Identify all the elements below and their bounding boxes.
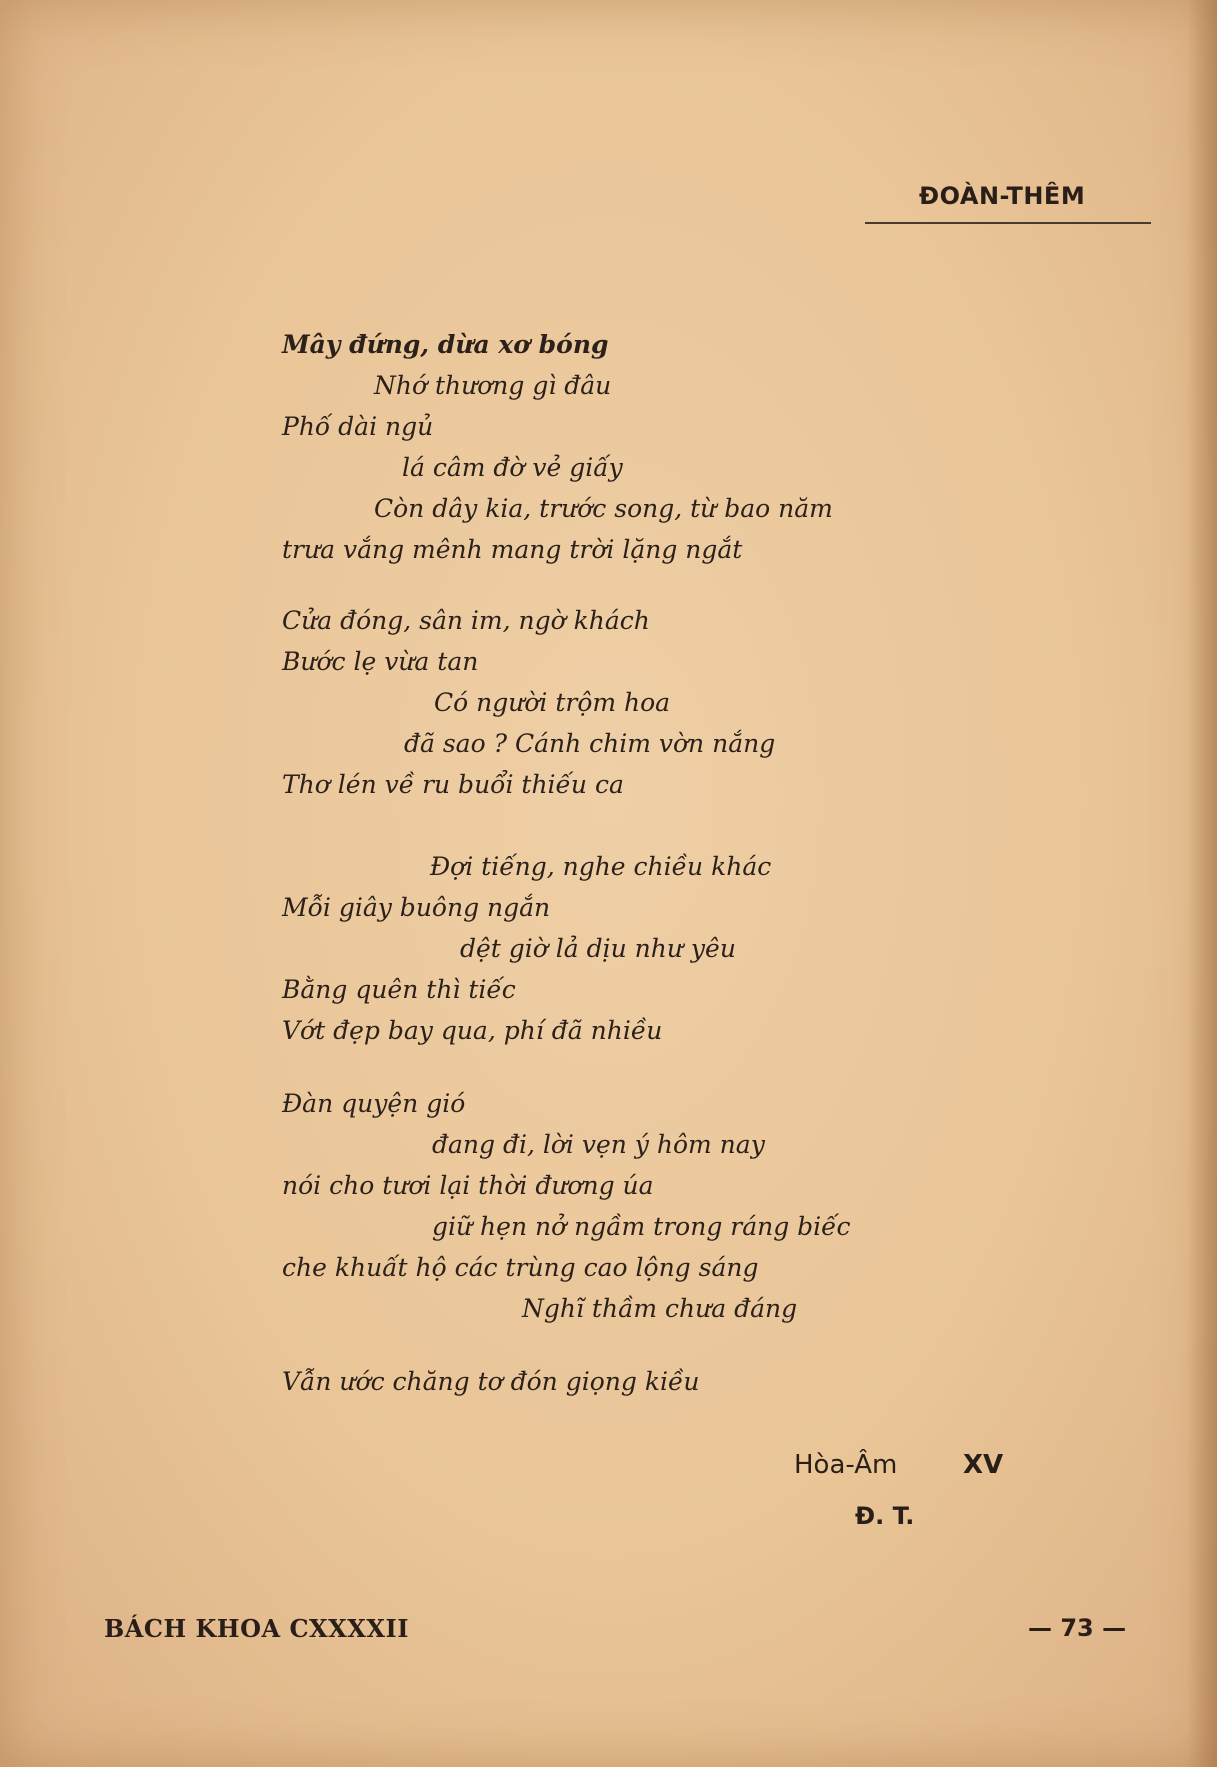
poem-series-title: Hòa-Âm: [794, 1450, 898, 1480]
poem-line: Phố dài ngủ: [282, 412, 434, 441]
poem-series-number: XV: [963, 1450, 1004, 1480]
poem-line: Vớt đẹp bay qua, phí đã nhiều: [282, 1016, 663, 1045]
poem-line: Bước lẹ vừa tan: [282, 647, 479, 676]
poem-line: Thơ lén về ru buổi thiếu ca: [282, 770, 624, 799]
author-underline: [865, 222, 1151, 224]
poem-line: đã sao ? Cánh chim vờn nắng: [404, 729, 776, 758]
poem-line: Mây đứng, dừa xơ bóng: [282, 330, 609, 359]
poem-line: Mỗi giây buông ngắn: [282, 893, 551, 922]
poem-line: Đợi tiếng, nghe chiều khác: [430, 852, 772, 881]
author-initials: Đ. T.: [855, 1502, 915, 1530]
poem-line: che khuất hộ các trùng cao lộng sáng: [282, 1253, 759, 1282]
poem-line: giữ hẹn nở ngầm trong ráng biếc: [432, 1212, 851, 1241]
page-number: — 73 —: [1028, 1614, 1127, 1642]
poem-line: Nhớ thương gì đâu: [374, 371, 612, 400]
poem-line: đang đi, lời vẹn ý hôm nay: [432, 1130, 765, 1159]
poem-line: dệt giờ lả dịu như yêu: [460, 934, 736, 963]
publication-name: BÁCH KHOA CXXXXII: [104, 1614, 409, 1643]
poem-line: Nghĩ thầm chưa đáng: [522, 1294, 798, 1323]
poem-line: trưa vắng mênh mang trời lặng ngắt: [282, 535, 743, 564]
poem-line: Đàn quyện gió: [282, 1089, 466, 1118]
poem-line: Có người trộm hoa: [434, 688, 671, 717]
poem-line: Cửa đóng, sân im, ngờ khách: [282, 606, 650, 635]
poem-line: Còn dây kia, trước song, từ bao năm: [374, 494, 833, 523]
poem-line: Vẫn ước chăng tơ đón giọng kiều: [282, 1367, 700, 1396]
poem-line: Bằng quên thì tiếc: [282, 975, 516, 1004]
author-name: ĐOÀN-THÊM: [919, 182, 1086, 210]
poem-line: nói cho tươi lại thời đương úa: [282, 1171, 654, 1200]
poem-line: lá câm đờ vẻ giấy: [402, 453, 623, 482]
page-edge-shadow: [1187, 0, 1217, 1767]
